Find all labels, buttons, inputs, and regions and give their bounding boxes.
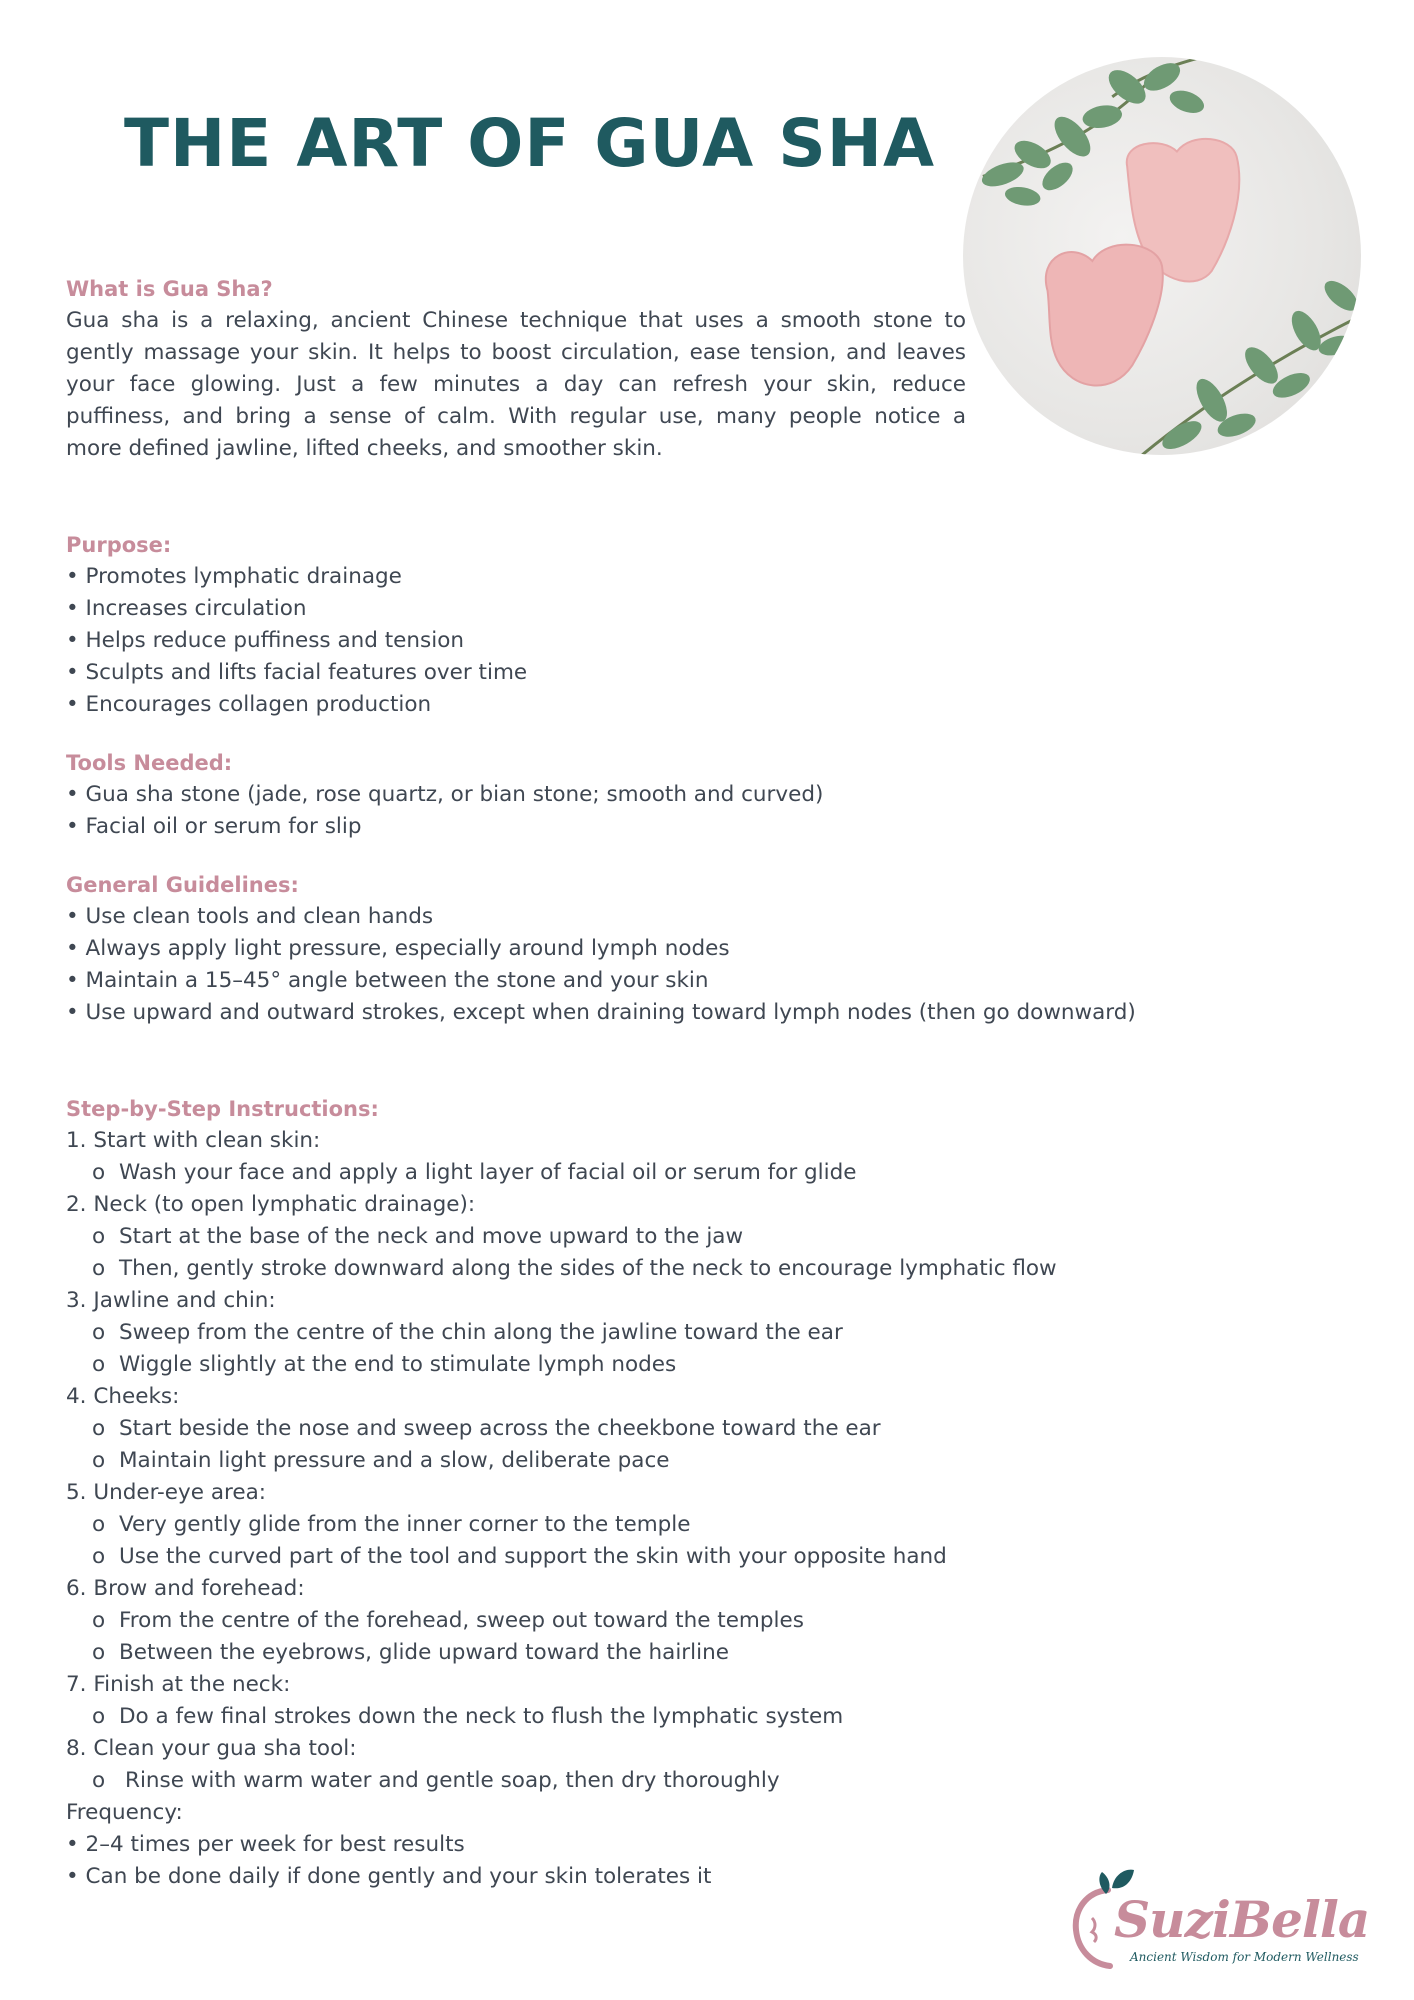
list-item: • Promotes lymphatic drainage: [66, 564, 402, 589]
substep-text: Maintain light pressure and a slow, deliberate pace: [119, 1448, 670, 1473]
substep-bullet: o: [92, 1224, 106, 1249]
step-substep: [66, 1637, 966, 1669]
logo-wordmark: SuziBella: [1114, 1890, 1370, 1949]
step-substep: [66, 1445, 966, 1477]
step-substep: [66, 1413, 966, 1445]
substep-bullet: o: [92, 1256, 106, 1281]
section-heading-what-is: What is Gua Sha?: [66, 277, 273, 301]
substep-text: Sweep from the centre of the chin along the jawline toward the ear: [119, 1320, 843, 1345]
list-item: • Maintain a 15–45° angle between the stone and your skin: [66, 968, 709, 993]
step-label: 2. Neck (to open lymphatic drainage):: [66, 1192, 476, 1217]
list-item: • Encourages collagen production: [66, 692, 432, 717]
step-label: 8. Clean your gua sha tool:: [66, 1736, 357, 1761]
list-item: • Can be done daily if done gently and your skin tolerates it: [66, 1864, 712, 1889]
substep-text: Between the eyebrows, glide upward toward the hairline: [119, 1640, 729, 1665]
substep-text: Wash your face and apply a light layer of facial oil or serum for glide: [119, 1160, 857, 1185]
substep-text: Then, gently stroke downward along the sides of the neck to encourage lymphatic flow: [119, 1256, 1057, 1281]
section-heading-purpose: Purpose:: [66, 533, 172, 557]
document-body: [66, 273, 1136, 1893]
purpose-section: [66, 529, 966, 721]
step-substep: [66, 1701, 966, 1733]
frequency-heading: Frequency:: [66, 1800, 183, 1825]
substep-text: Start beside the nose and sweep across the cheekbone toward the ear: [119, 1416, 881, 1441]
what-is-paragraph: [66, 305, 966, 465]
step-substep: [66, 1157, 966, 1189]
step-label: 3. Jawline and chin:: [66, 1288, 276, 1313]
substep-bullet: o: [92, 1448, 106, 1473]
paragraph-line: more defined jawline, lifted cheeks, and smoother skin.: [66, 436, 663, 461]
substep-bullet: o: [92, 1544, 106, 1569]
logo-tagline: Ancient Wisdom for Modern Wellness: [1130, 1950, 1359, 1964]
substep-bullet: o: [92, 1704, 106, 1729]
substep-bullet: o: [92, 1160, 106, 1185]
substep-text: Rinse with warm water and gentle soap, then dry thoroughly: [125, 1768, 780, 1793]
step-substep: [66, 1349, 966, 1381]
substep-bullet: o: [92, 1320, 106, 1345]
step-substep: [66, 1509, 966, 1541]
guidelines-section: [66, 869, 1136, 1029]
step-substep: [66, 1317, 966, 1349]
substep-bullet: o: [92, 1640, 106, 1665]
substep-text: Wiggle slightly at the end to stimulate lymph nodes: [119, 1352, 677, 1377]
steps-section: [66, 1093, 1057, 1797]
step-substep: [66, 1605, 966, 1637]
list-item: • Increases circulation: [66, 596, 307, 621]
step-label: 1. Start with clean skin:: [66, 1128, 321, 1153]
gua-sha-stones-photo: [963, 57, 1361, 455]
substep-bullet: o: [92, 1512, 106, 1537]
list-item: • Use clean tools and clean hands: [66, 904, 434, 929]
substep-bullet: o: [92, 1768, 106, 1793]
list-item: • Gua sha stone (jade, rose quartz, or bian stone; smooth and curved): [66, 782, 824, 807]
page-title: THE ART OF GUA SHA: [124, 105, 936, 182]
substep-text: Start at the base of the neck and move upward to the jaw: [119, 1224, 744, 1249]
step-substep: [66, 1221, 966, 1253]
step-substep: [66, 1765, 966, 1797]
step-label: 4. Cheeks:: [66, 1384, 180, 1409]
paragraph-line: gently massage your skin. It helps to boost circulation, ease tension, and leaves: [66, 340, 966, 365]
list-item: • Helps reduce puffiness and tension: [66, 628, 464, 653]
list-item: • Facial oil or serum for slip: [66, 814, 362, 839]
step-label: 6. Brow and forehead:: [66, 1576, 305, 1601]
list-item: • Always apply light pressure, especially around lymph nodes: [66, 936, 730, 961]
list-item: • Sculpts and lifts facial features over time: [66, 660, 528, 685]
substep-text: Use the curved part of the tool and support the skin with your opposite hand: [119, 1544, 947, 1569]
tools-section: [66, 747, 966, 843]
paragraph-line: puffiness, and bring a sense of calm. With regular use, many people notice a: [66, 404, 966, 429]
frequency-section: [66, 1797, 966, 1893]
list-item: • Use upward and outward strokes, except when draining toward lymph nodes (then go downward): [66, 1000, 1136, 1025]
substep-bullet: o: [92, 1416, 106, 1441]
section-heading-guidelines: General Guidelines:: [66, 873, 299, 897]
section-heading-tools: Tools Needed:: [66, 751, 233, 775]
paragraph-line: Gua sha is a relaxing, ancient Chinese technique that uses a smooth stone to: [66, 308, 966, 333]
step-label: 5. Under-eye area:: [66, 1480, 267, 1505]
step-label: 7. Finish at the neck:: [66, 1672, 291, 1697]
step-substep: [66, 1541, 966, 1573]
substep-text: From the centre of the forehead, sweep out toward the temples: [119, 1608, 804, 1633]
substep-bullet: o: [92, 1352, 106, 1377]
paragraph-line: your face glowing. Just a few minutes a day can refresh your skin, reduce: [66, 372, 966, 397]
gua-sha-stones-illustration: [963, 57, 1361, 455]
section-heading-steps: Step-by-Step Instructions:: [66, 1097, 379, 1121]
substep-bullet: o: [92, 1608, 106, 1633]
what-is-section: [66, 273, 966, 465]
substep-text: Do a few final strokes down the neck to flush the lymphatic system: [119, 1704, 844, 1729]
step-substep: [66, 1253, 1057, 1285]
substep-text: Very gently glide from the inner corner to the temple: [119, 1512, 691, 1537]
brand-logo: [1068, 1868, 1368, 1978]
list-item: • 2–4 times per week for best results: [66, 1832, 465, 1857]
